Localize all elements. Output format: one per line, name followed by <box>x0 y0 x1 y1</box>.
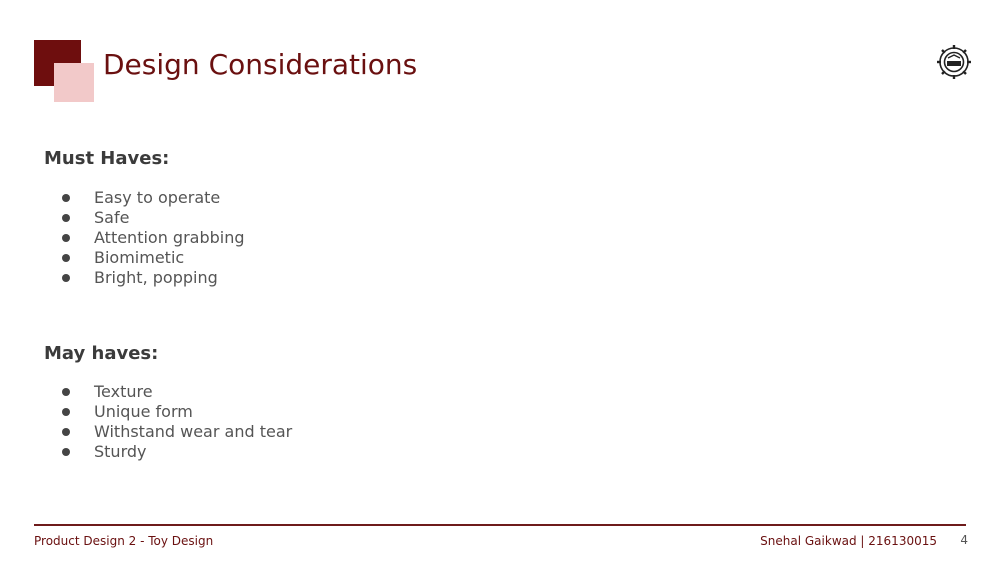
list-item: Unique form <box>60 402 292 422</box>
list-item: Easy to operate <box>60 188 245 208</box>
bullet-icon <box>62 234 70 242</box>
bullet-icon <box>62 274 70 282</box>
bullet-icon <box>62 428 70 436</box>
list-item: Sturdy <box>60 442 292 462</box>
section-heading-must-haves: Must Haves: <box>44 148 170 169</box>
list-item: Safe <box>60 208 245 228</box>
bullet-icon <box>62 448 70 456</box>
slide-title: Design Considerations <box>103 48 418 81</box>
decorative-square-light <box>54 63 94 102</box>
bullet-icon <box>62 214 70 222</box>
footer-author: Snehal Gaikwad | 216130015 <box>760 534 937 548</box>
bullet-icon <box>62 254 70 262</box>
section-heading-may-haves: May haves: <box>44 343 159 364</box>
list-item: Texture <box>60 382 292 402</box>
footer-course-title: Product Design 2 - Toy Design <box>34 534 214 548</box>
list-item: Withstand wear and tear <box>60 422 292 442</box>
list-item: Biomimetic <box>60 248 245 268</box>
list-item: Bright, popping <box>60 268 245 288</box>
page-number: 4 <box>960 533 968 547</box>
may-haves-list <box>60 382 292 462</box>
bullet-icon <box>62 388 70 396</box>
bullet-icon <box>62 194 70 202</box>
footer-divider <box>34 524 966 526</box>
list-item: Attention grabbing <box>60 228 245 248</box>
must-haves-list <box>60 188 245 288</box>
bullet-icon <box>62 408 70 416</box>
institute-emblem-icon <box>936 44 972 80</box>
